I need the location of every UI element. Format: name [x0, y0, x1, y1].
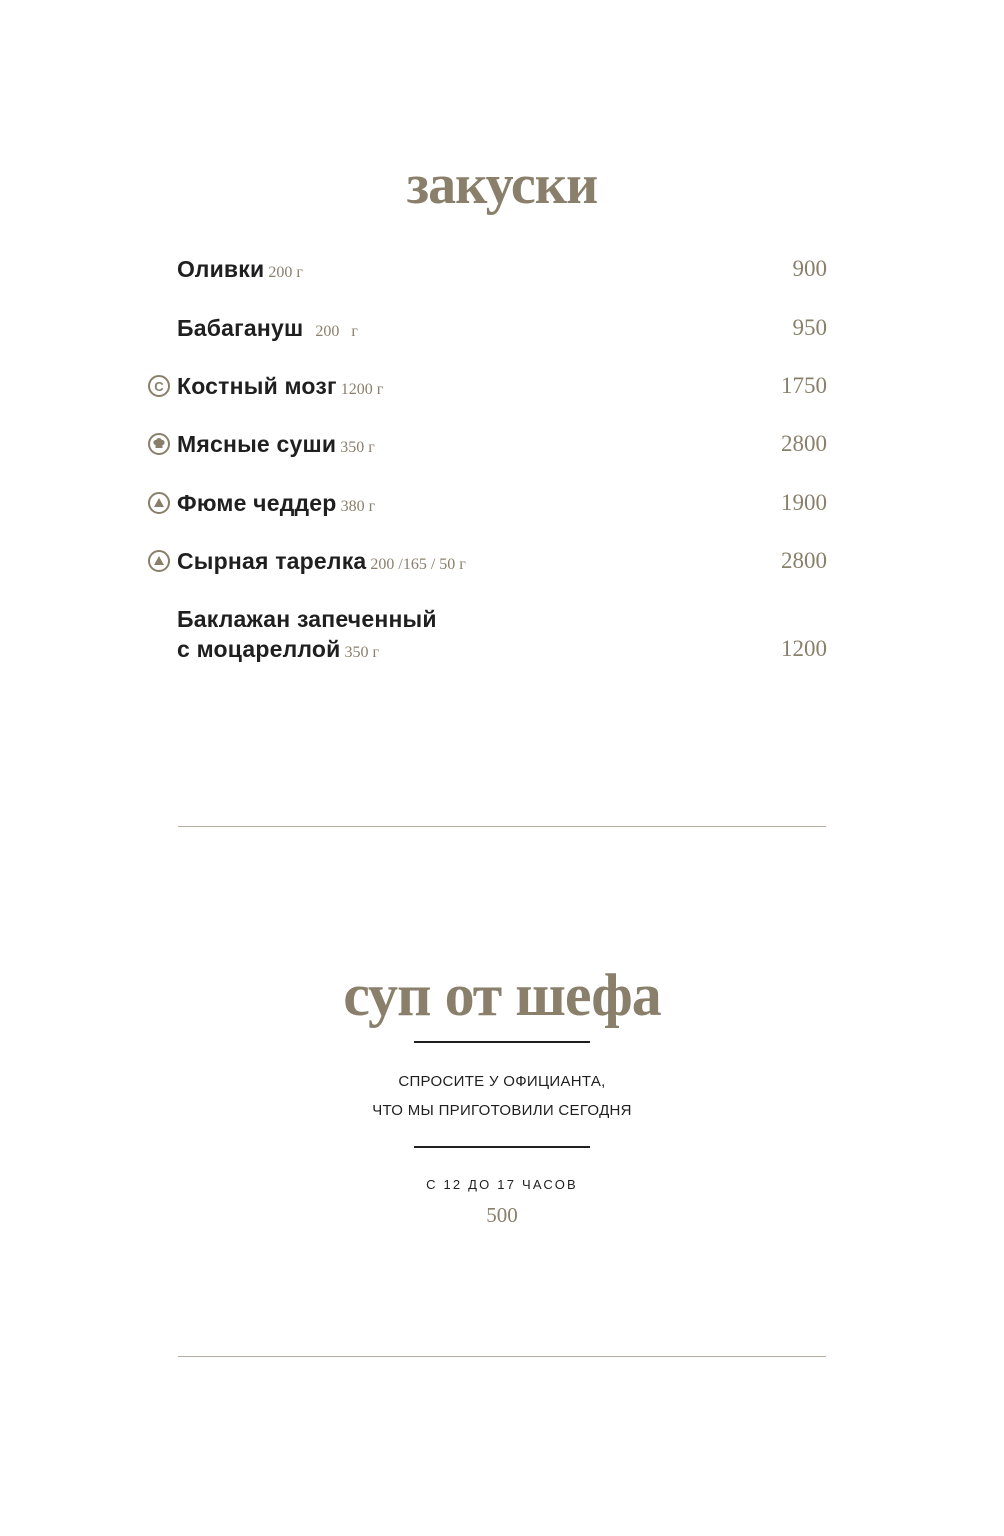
section-title-soup: суп от шефа [343, 962, 661, 1028]
divider-short [414, 1041, 590, 1043]
menu-item-price: 1200 [781, 636, 827, 661]
menu-item-name-line1: Баклажан запеченный [177, 606, 437, 632]
menu-item-price: 1900 [781, 490, 827, 515]
menu-item-name: Костный мозг 1200 г [177, 373, 384, 399]
menu-item-name: Мясные суши 350 г [177, 431, 375, 457]
section-divider [178, 1356, 826, 1357]
menu-item-price: 900 [792, 256, 827, 281]
menu-item [145, 602, 830, 672]
menu-item-price: 950 [792, 315, 827, 340]
menu-item-weight: 350 г [344, 644, 380, 661]
circle-c-icon [148, 375, 170, 397]
menu-item-price: 2800 [781, 431, 827, 456]
svg-text:C: C [154, 379, 164, 394]
chef-hat-icon [148, 433, 170, 455]
menu-item-weight: 1200 г [340, 381, 384, 398]
soup-note-line2: ЧТО МЫ ПРИГОТОВИЛИ СЕГОДНЯ [372, 1102, 632, 1119]
menu-item [145, 311, 830, 351]
section-divider [178, 826, 826, 827]
menu-item-weight: 200 г [315, 323, 358, 340]
menu-item-weight: 380 г [340, 498, 376, 515]
menu-item-weight: 350 г [340, 439, 375, 456]
menu-item-name: Сырная тарелка 200 /165 / 50 г [177, 548, 466, 574]
triangle-icon [148, 492, 170, 514]
triangle-icon [148, 550, 170, 572]
menu-item-name: Оливки 200 г [177, 256, 303, 282]
menu-item [145, 427, 830, 467]
menu-item-price: 2800 [781, 548, 827, 573]
menu-item [145, 252, 830, 292]
menu-item-name: Бабагануш 200 г [177, 315, 358, 341]
menu-item-name-line2: с моцареллой 350 г [177, 636, 380, 662]
menu-item [145, 486, 830, 526]
menu-item-weight: 200 г [268, 264, 303, 281]
menu-item-name: Фюме чеддер 380 г [177, 490, 376, 516]
divider-short [414, 1146, 590, 1148]
menu-item [145, 544, 830, 584]
soup-hours: С 12 ДО 17 ЧАСОВ [426, 1177, 578, 1192]
soup-note-line1: СПРОСИТЕ У ОФИЦИАНТА, [398, 1073, 606, 1090]
soup-price: 500 [486, 1203, 518, 1227]
menu-item-weight: 200 /165 / 50 г [370, 556, 466, 573]
menu-item [145, 369, 830, 409]
menu-item-price: 1750 [781, 373, 827, 398]
section-title-appetizers: закуски [406, 154, 598, 216]
